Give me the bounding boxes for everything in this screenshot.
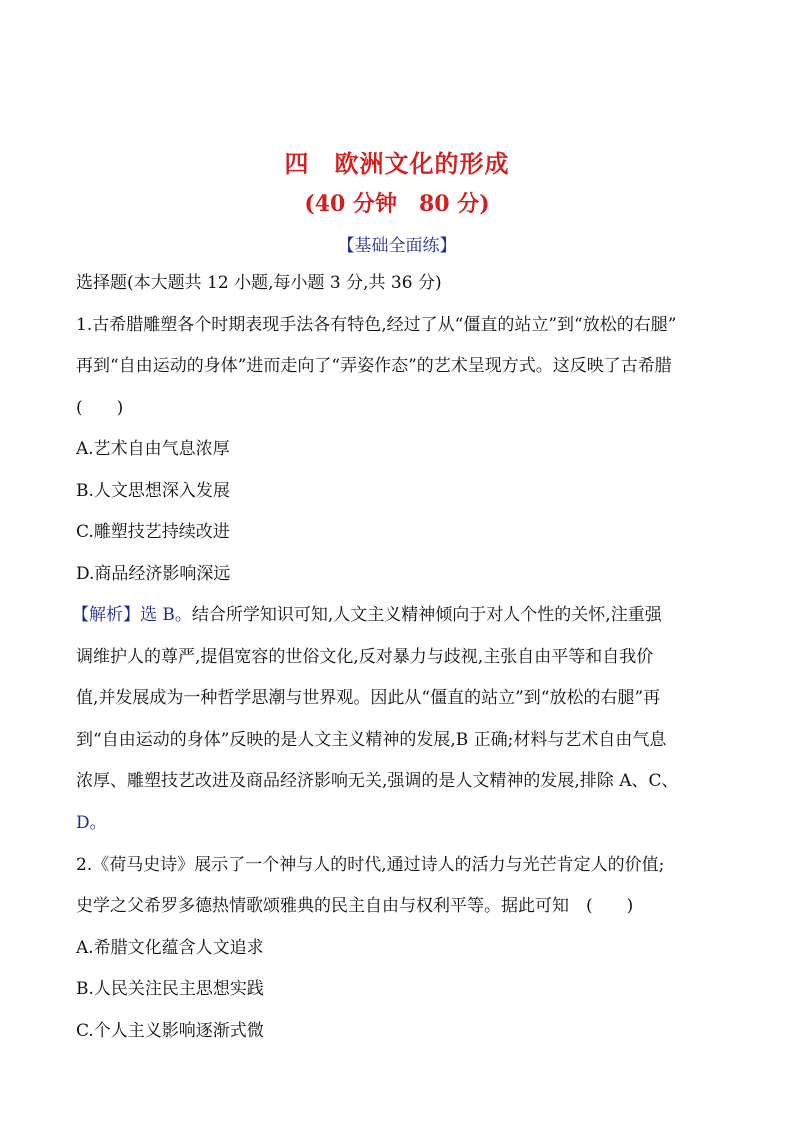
q1-option-b: B.人文思想深入发展 — [76, 481, 230, 501]
q1-stem-line: 1.古希腊雕塑各个时期表现手法各有特色,经过了从“僵直的站立”到“放松的右腿” — [76, 315, 677, 335]
q2-stem-line: 2.《荷马史诗》展示了一个神与人的时代,通过诗人的活力与光芒肯定人的价值; — [76, 855, 665, 875]
question-intro: 选择题(本大题共 12 小题,每小题 3 分,共 36 分) — [76, 273, 442, 293]
q1-stem-line: 再到“自由运动的身体”进而走向了“弄姿作态”的艺术呈现方式。这反映了古希腊 — [76, 356, 672, 376]
q1-analysis-line: 浓厚、雕塑技艺改进及商品经济影响无关,强调的是人文精神的发展,排除 A、C、 — [76, 771, 679, 791]
q1-analysis-first-line — [72, 607, 662, 624]
q1-analysis-line: 到“自由运动的身体”反映的是人文主义精神的发展,B 正确;材料与艺术自由气息 — [76, 730, 667, 750]
analysis-label: 【解析】 — [72, 605, 140, 625]
q2-stem-line: 史学之父希罗多德热情歌颂雅典的民主自由与权利平等。据此可知 ( ) — [76, 896, 634, 916]
page-subtitle: (40 分钟 80 分) — [304, 191, 490, 217]
page-title: 四 欧洲文化的形成 — [284, 150, 510, 178]
q1-analysis-line: 值,并发展成为一种哲学思潮与世界观。因此从“僵直的站立”到“放松的右腿”再 — [76, 688, 661, 708]
section-heading: 【基础全面练】 — [337, 236, 457, 256]
q2-option-b: B.人民关注民主思想实践 — [76, 979, 264, 999]
q2-option-a: A.希腊文化蕴含人文追求 — [76, 938, 264, 958]
q1-option-d: D.商品经济影响深远 — [76, 564, 231, 584]
q1-answer-blank: ( ) — [76, 398, 124, 418]
q1-option-c: C.雕塑技艺持续改进 — [76, 522, 230, 542]
q2-option-c: C.个人主义影响逐渐式微 — [76, 1021, 264, 1041]
q1-option-a: A.艺术自由气息浓厚 — [76, 439, 230, 459]
q1-analysis-line: 调维护人的尊严,提倡宽容的世俗文化,反对暴力与歧视,主张自由平等和自我价 — [76, 647, 654, 667]
q1-analysis-line: D。 — [76, 813, 107, 833]
analysis-answer: 选 B。 — [140, 605, 192, 625]
analysis-text: 结合所学知识可知,人文主义精神倾向于对人个性的关怀,注重强 — [191, 605, 662, 625]
